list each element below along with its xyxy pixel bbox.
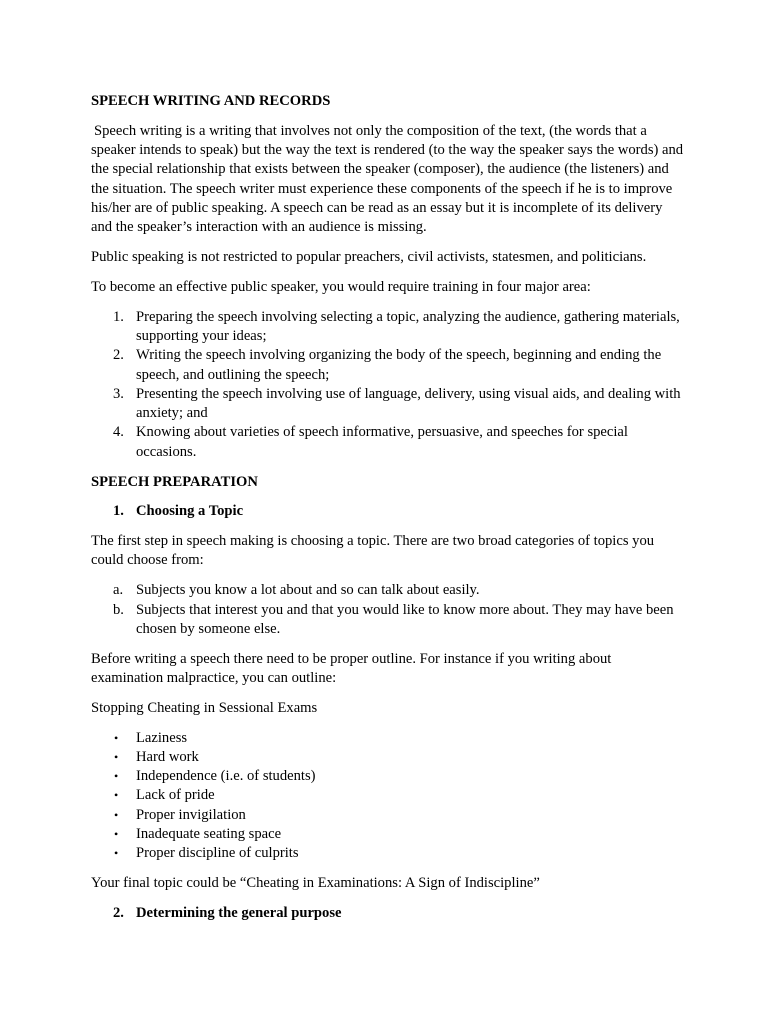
outline-list [91,729,686,864]
list-item-text: Presenting the speech involving use of language, delivery, using visual aids, and dealing with anxiety; and [136,385,681,422]
list-item [91,844,686,863]
document-title: SPEECH WRITING AND RECORDS [91,93,331,109]
public-speaking-paragraph: Public speaking is not restricted to popular preachers, civil activists, statesmen, and politicians. [91,249,647,266]
list-item-text: Independence (i.e. of students) [136,768,316,785]
list-item [91,308,686,347]
list-item [91,806,686,825]
training-list [91,308,686,462]
bullet-icon: • [114,749,119,764]
list-item-text: Proper discipline of culprits [136,845,299,862]
section-heading: SPEECH PREPARATION [91,473,258,490]
list-item [91,346,686,385]
list-item-text: Hard work [136,748,199,765]
intro-paragraph: Speech writing is a writing that involves not only the composition of the text, (the words that a speaker intends to speak) but the way the text is rendered (to the way the speaker says the words) and the special relationship that exists between the speaker (composer), the audience (the listeners) and the situation. The speech writer must experience these components of the speech if he is to improve his/her are of public speaking. A speech can be read as an essay but it is incomplete of its delivery and the speaker’s interaction with an audience is missing. [91,122,684,236]
list-item-text: Knowing about varieties of speech informative, persuasive, and speeches for special occasions. [136,424,628,460]
final-topic-paragraph: Your final topic could be “Cheating in Examinations: A Sign of Indiscipline” [91,875,540,892]
list-item-text: Writing the speech involving organizing the body of the speech, beginning and ending the speech, and outlining the speech; [136,347,662,383]
document-page [91,92,686,934]
list-marker: 4. [113,424,124,441]
step-1-heading-list [91,502,686,521]
bullet-icon: • [114,769,119,784]
outline-title: Stopping Cheating in Sessional Exams [91,699,318,716]
list-item-text: Inadequate seating space [136,826,282,842]
step-2-heading-list [91,904,686,923]
list-item [91,601,686,640]
step-1-label: Choosing a Topic [136,503,244,520]
list-marker: 3. [113,385,124,402]
list-item [91,385,686,424]
training-intro-paragraph: To become an effective public speaker, you would require training in four major area: [91,278,591,295]
bullet-icon: • [114,730,119,745]
step-2-marker: 2. [113,904,124,921]
bullet-icon: • [114,827,119,841]
list-item-text: Proper invigilation [136,806,246,823]
bullet-icon: • [114,846,119,861]
step-1-paragraph: The first step in speech making is choosing a topic. There are two broad categories of topics you could choose from: [91,533,655,569]
list-item [91,767,686,786]
step-2-label: Determining the general purpose [136,904,342,921]
list-item-text: Preparing the speech involving selecting a topic, analyzing the audience, gathering materials, supporting your ideas; [136,308,680,344]
list-item [91,825,686,844]
step-1-heading [91,502,686,521]
list-item-text: Subjects you know a lot about and so can talk about easily. [136,582,480,599]
list-item [91,581,686,600]
list-marker: a. [113,582,124,599]
step-1-marker: 1. [113,503,124,520]
list-item [91,748,686,767]
step-2-heading [91,904,686,923]
list-item-text: Subjects that interest you and that you would like to know more about. They may have been chosen by someone else. [136,601,674,637]
list-item-text: Lack of pride [136,787,215,804]
bullet-icon: • [114,807,119,822]
list-marker: 2. [113,347,124,364]
outline-paragraph: Before writing a speech there need to be proper outline. For instance if you writing about examination malpractice, you can outline: [91,650,612,686]
topic-categories-list [91,581,686,639]
list-item-text: Laziness [136,729,188,746]
list-item [91,786,686,805]
list-item [91,729,686,748]
bullet-icon: • [114,788,119,803]
list-marker: 1. [113,308,124,325]
list-marker: b. [113,601,124,618]
list-item [91,423,686,462]
